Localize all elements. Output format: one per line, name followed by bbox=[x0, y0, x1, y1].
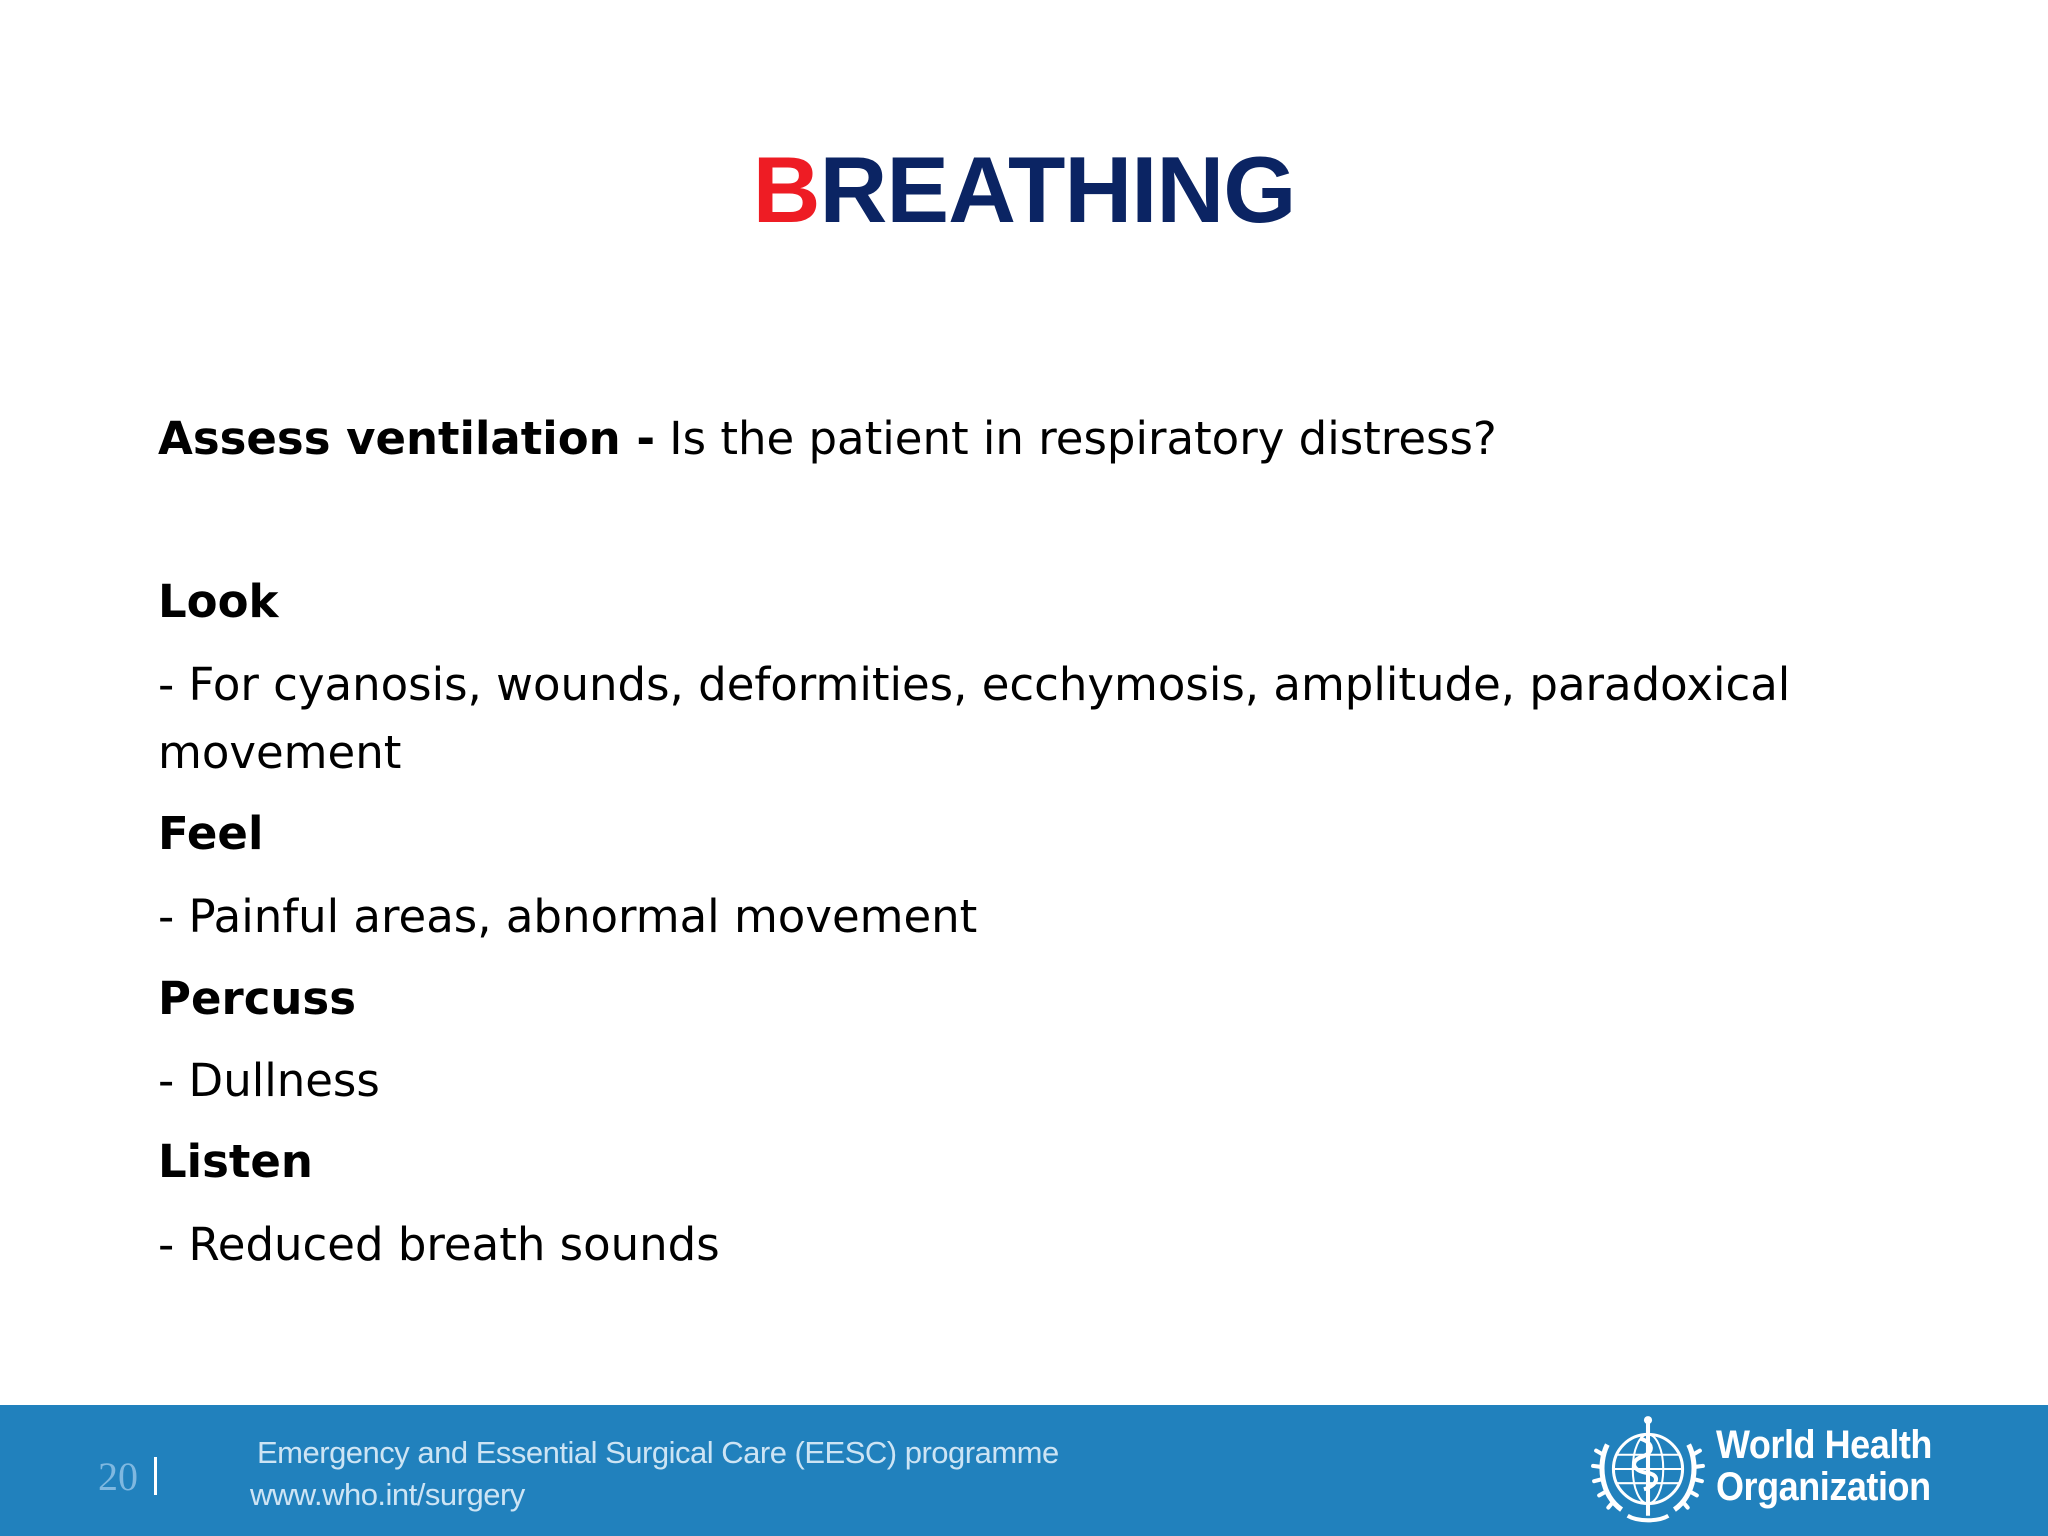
intro-bold: Assess ventilation - bbox=[158, 412, 655, 465]
footer-bar bbox=[0, 1405, 2048, 1536]
footer-url[interactable]: www.who.int/surgery bbox=[250, 1477, 525, 1512]
programme-name: Emergency and Essential Surgical Care (EESC) programme bbox=[257, 1435, 1059, 1470]
who-name-line1: World Health bbox=[1716, 1423, 1932, 1467]
intro-paragraph bbox=[158, 405, 1958, 473]
section-heading-look: Look bbox=[158, 575, 279, 628]
who-emblem-icon bbox=[1587, 1410, 1709, 1532]
section-text-listen: - Reduced breath sounds bbox=[158, 1218, 720, 1271]
section-text-percuss: - Dullness bbox=[158, 1054, 380, 1107]
section-heading-listen: Listen bbox=[158, 1135, 313, 1188]
who-name bbox=[1716, 1424, 1932, 1508]
section-text-look: - For cyanosis, wounds, deformities, ecchymosis, amplitude, paradoxical movement bbox=[158, 658, 1791, 779]
section-heading-feel: Feel bbox=[158, 807, 264, 860]
section-heading-percuss: Percuss bbox=[158, 972, 356, 1025]
title-rest: REATHING bbox=[819, 137, 1296, 242]
intro-text: Is the patient in respiratory distress? bbox=[655, 412, 1497, 465]
slide-title bbox=[0, 137, 2048, 242]
page-number: 20 bbox=[98, 1454, 138, 1499]
section-text-feel: - Painful areas, abnormal movement bbox=[158, 890, 978, 943]
page-separator bbox=[154, 1457, 157, 1495]
who-name-line2: Organization bbox=[1716, 1465, 1931, 1509]
title-first-letter: B bbox=[752, 137, 820, 242]
